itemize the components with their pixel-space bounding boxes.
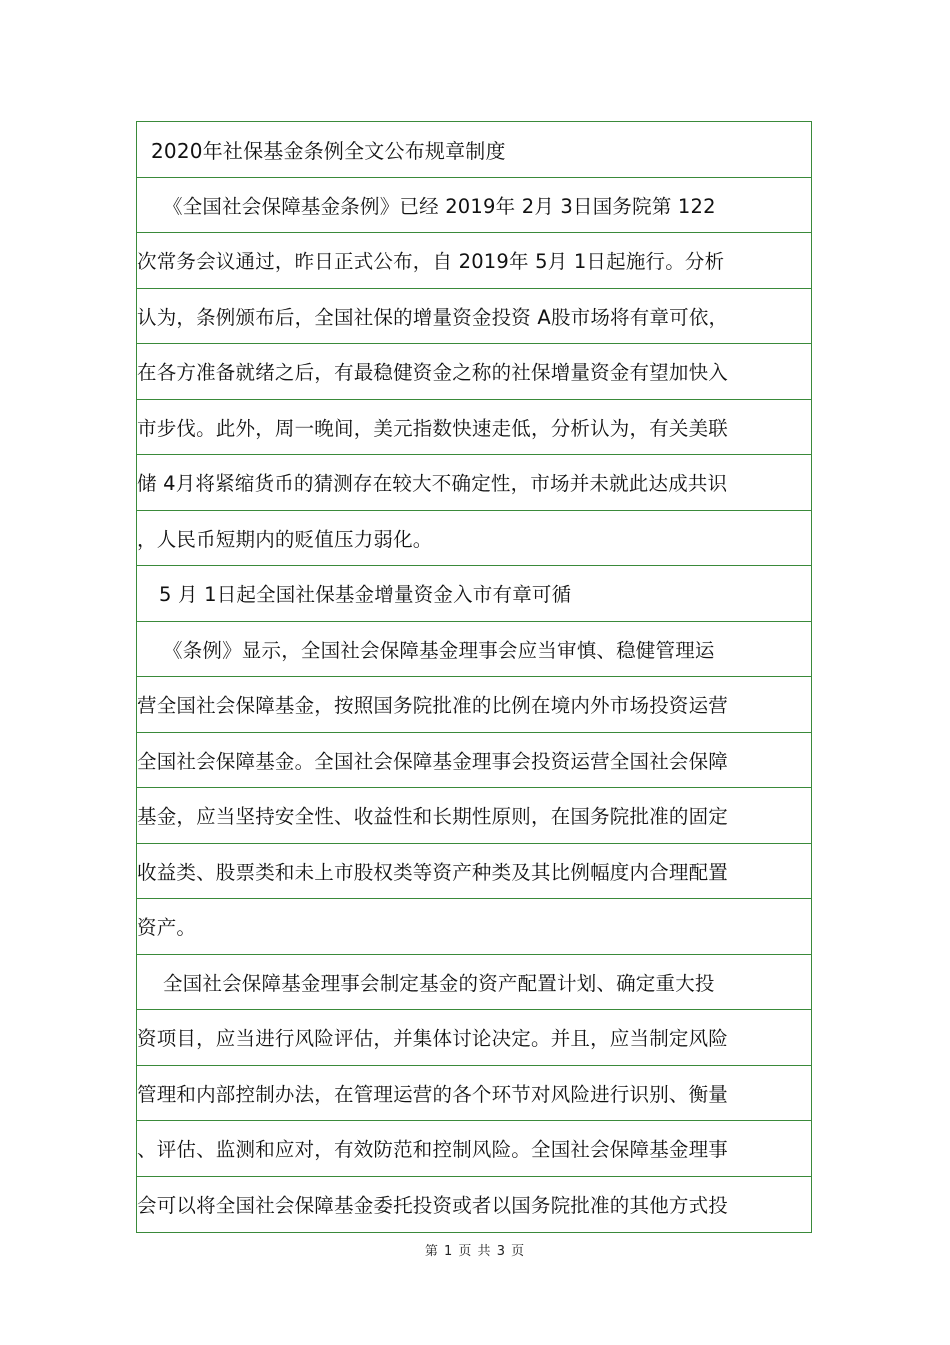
text-line: 在各方准备就绪之后，有最稳健资金之称的社保增量资金有望加快入: [137, 344, 811, 400]
text-line: 、评估、监测和应对，有效防范和控制风险。全国社会保障基金理事: [137, 1121, 811, 1177]
text-line: ，人民币短期内的贬值压力弱化。: [137, 511, 811, 567]
text-line: 《全国社会保障基金条例》已经 2019年 2月 3日国务院第 122: [137, 178, 811, 234]
document-table: [136, 121, 812, 1233]
text-line: 基金，应当坚持安全性、收益性和长期性原则，在国务院批准的固定: [137, 788, 811, 844]
text-line: 储 4月将紧缩货币的猜测存在较大不确定性，市场并未就此达成共识: [137, 455, 811, 511]
text-line: 营全国社会保障基金，按照国务院批准的比例在境内外市场投资运营: [137, 677, 811, 733]
text-line: 认为，条例颁布后，全国社保的增量资金投资 A股市场将有章可依，: [137, 289, 811, 345]
page-number: 第 1 页 共 3 页: [424, 1244, 526, 1259]
document-title: 2020年社保基金条例全文公布规章制度: [137, 122, 811, 178]
text-line: 《条例》显示，全国社会保障基金理事会应当审慎、稳健管理运: [137, 622, 811, 678]
text-line: 次常务会议通过，昨日正式公布，自 2019年 5月 1日起施行。分析: [137, 233, 811, 289]
text-line: 收益类、股票类和未上市股权类等资产种类及其比例幅度内合理配置: [137, 844, 811, 900]
page-footer: [0, 1240, 950, 1259]
text-line: 全国社会保障基金。全国社会保障基金理事会投资运营全国社会保障: [137, 733, 811, 789]
text-line: 全国社会保障基金理事会制定基金的资产配置计划、确定重大投: [137, 955, 811, 1011]
text-line: 会可以将全国社会保障基金委托投资或者以国务院批准的其他方式投: [137, 1194, 729, 1218]
text-line: 资项目，应当进行风险评估，并集体讨论决定。并且，应当制定风险: [137, 1010, 811, 1066]
text-line: 市步伐。此外，周一晚间，美元指数快速走低，分析认为，有关美联: [137, 400, 811, 456]
section-heading: 5 月 1日起全国社保基金增量资金入市有章可循: [137, 566, 811, 622]
text-line: 管理和内部控制办法，在管理运营的各个环节对风险进行识别、衡量: [137, 1066, 811, 1122]
text-line: 资产。: [137, 899, 811, 955]
